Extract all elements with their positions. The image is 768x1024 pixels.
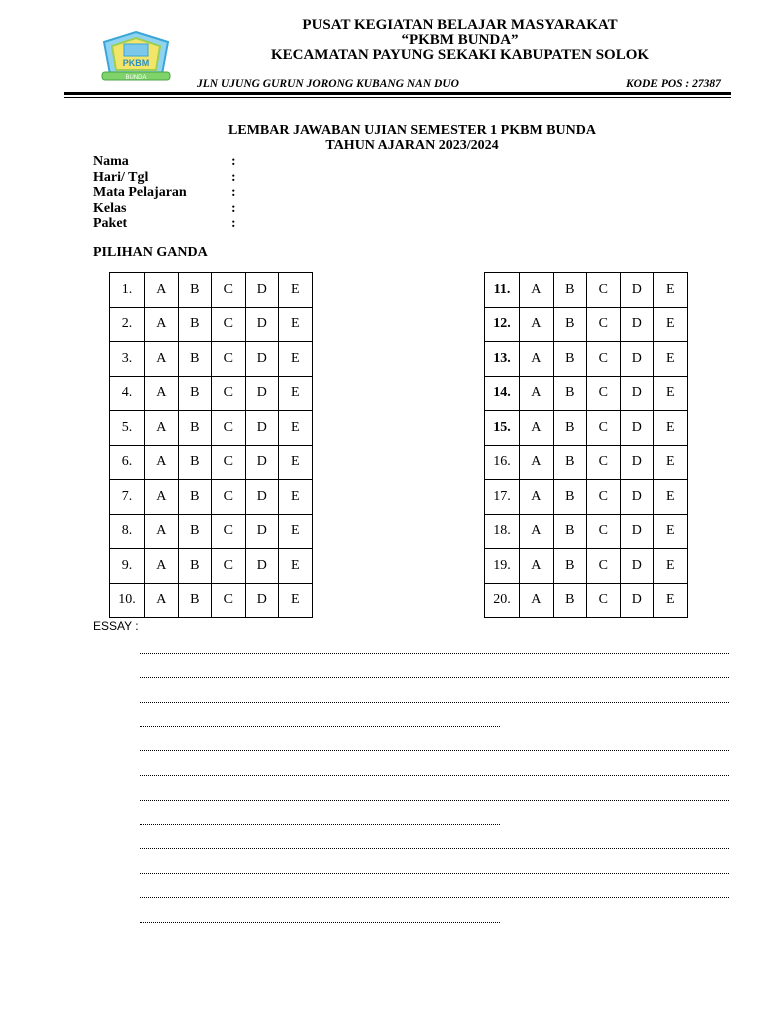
essay-line xyxy=(140,651,729,654)
option-b[interactable]: B xyxy=(178,514,212,549)
answer-row xyxy=(485,376,688,411)
option-a[interactable]: A xyxy=(145,273,179,308)
field-colon: : xyxy=(231,185,236,200)
option-a[interactable]: A xyxy=(145,376,179,411)
option-d[interactable]: D xyxy=(245,273,279,308)
question-number: 16. xyxy=(485,445,520,480)
option-a[interactable]: A xyxy=(145,307,179,342)
option-e[interactable]: E xyxy=(654,411,688,446)
question-number: 19. xyxy=(485,549,520,584)
option-b[interactable]: B xyxy=(553,480,587,515)
field-colon: : xyxy=(231,169,236,185)
svg-text:PKBM: PKBM xyxy=(122,58,150,68)
option-d[interactable]: D xyxy=(620,411,654,446)
essay-line xyxy=(140,846,729,849)
question-number: 10. xyxy=(110,583,145,618)
answer-row xyxy=(110,376,313,411)
question-number: 9. xyxy=(110,549,145,584)
essay-line xyxy=(140,773,729,776)
question-number: 2. xyxy=(110,307,145,342)
question-number: 4. xyxy=(110,376,145,411)
option-a[interactable]: A xyxy=(520,514,554,549)
option-a[interactable]: A xyxy=(145,445,179,480)
answer-row xyxy=(110,307,313,342)
answer-table-left xyxy=(109,272,313,618)
question-number: 1. xyxy=(110,273,145,308)
question-number: 18. xyxy=(485,514,520,549)
option-b[interactable]: B xyxy=(178,445,212,480)
answer-row xyxy=(485,514,688,549)
option-e[interactable]: E xyxy=(279,411,313,446)
question-number: 13. xyxy=(485,342,520,377)
option-c[interactable]: C xyxy=(212,342,246,377)
essay-line xyxy=(140,895,729,898)
option-d[interactable]: D xyxy=(620,583,654,618)
essay-line xyxy=(140,748,729,751)
option-c[interactable]: C xyxy=(212,411,246,446)
question-number: 3. xyxy=(110,342,145,377)
option-a[interactable]: A xyxy=(520,342,554,377)
field-paket xyxy=(93,216,236,232)
question-number: 8. xyxy=(110,514,145,549)
option-c[interactable]: C xyxy=(587,480,621,515)
essay-line xyxy=(140,920,500,923)
option-d[interactable]: D xyxy=(620,514,654,549)
field-label: Nama xyxy=(93,154,129,169)
option-e[interactable]: E xyxy=(279,445,313,480)
field-mata-pelajaran xyxy=(93,185,236,201)
option-d[interactable]: D xyxy=(245,342,279,377)
postcode: KODE POS : 27387 xyxy=(626,78,721,90)
essay-line xyxy=(140,675,729,678)
essay-line xyxy=(140,871,729,874)
option-a[interactable]: A xyxy=(145,480,179,515)
field-label: Kelas xyxy=(93,200,127,216)
field-colon: : xyxy=(231,154,236,169)
option-b[interactable]: B xyxy=(178,583,212,618)
option-a[interactable]: A xyxy=(520,411,554,446)
option-d[interactable]: D xyxy=(245,376,279,411)
option-c[interactable]: C xyxy=(587,411,621,446)
pkbm-logo xyxy=(98,30,174,82)
org-line-3: KECAMATAN PAYUNG SEKAKI KABUPATEN SOLOK xyxy=(270,47,650,63)
option-e[interactable]: E xyxy=(654,480,688,515)
essay-line xyxy=(140,700,729,703)
field-label: Paket xyxy=(93,216,128,231)
option-a[interactable]: A xyxy=(145,583,179,618)
option-c[interactable]: C xyxy=(587,273,621,308)
option-c[interactable]: C xyxy=(212,583,246,618)
option-c[interactable]: C xyxy=(587,514,621,549)
option-b[interactable]: B xyxy=(178,549,212,584)
option-b[interactable]: B xyxy=(553,445,587,480)
option-d[interactable]: D xyxy=(620,445,654,480)
org-line-2: “PKBM BUNDA” xyxy=(401,32,519,48)
option-b[interactable]: B xyxy=(553,342,587,377)
option-b[interactable]: B xyxy=(178,480,212,515)
essay-line xyxy=(140,724,500,727)
answer-row xyxy=(485,583,688,618)
option-a[interactable]: A xyxy=(520,376,554,411)
option-b[interactable]: B xyxy=(553,514,587,549)
question-number: 6. xyxy=(110,445,145,480)
field-colon: : xyxy=(231,216,236,231)
option-b[interactable]: B xyxy=(553,376,587,411)
option-d[interactable]: D xyxy=(245,411,279,446)
option-a[interactable]: A xyxy=(145,549,179,584)
option-b[interactable]: B xyxy=(553,549,587,584)
option-e[interactable]: E xyxy=(654,273,688,308)
field-kelas xyxy=(93,201,236,217)
option-d[interactable]: D xyxy=(245,583,279,618)
header-rule-thick xyxy=(64,92,731,95)
option-e[interactable]: E xyxy=(654,342,688,377)
option-c[interactable]: C xyxy=(212,549,246,584)
option-e[interactable]: E xyxy=(279,514,313,549)
option-a[interactable]: A xyxy=(145,514,179,549)
question-number: 14. xyxy=(485,376,520,411)
option-b[interactable]: B xyxy=(553,411,587,446)
document-subtitle: TAHUN AJARAN 2023/2024 xyxy=(325,138,499,153)
essay-line xyxy=(140,798,729,801)
field-label: Hari/ Tgl xyxy=(93,169,149,185)
header-rule-thin xyxy=(64,97,731,98)
option-d[interactable]: D xyxy=(620,342,654,377)
question-number: 11. xyxy=(485,273,520,308)
answer-row xyxy=(110,342,313,377)
answer-row xyxy=(485,273,688,308)
option-a[interactable]: A xyxy=(145,411,179,446)
option-c[interactable]: C xyxy=(587,445,621,480)
option-e[interactable]: E xyxy=(654,445,688,480)
option-c[interactable]: C xyxy=(587,583,621,618)
answer-row xyxy=(110,445,313,480)
option-d[interactable]: D xyxy=(245,445,279,480)
option-d[interactable]: D xyxy=(620,307,654,342)
answer-row xyxy=(485,445,688,480)
option-d[interactable]: D xyxy=(620,376,654,411)
option-b[interactable]: B xyxy=(178,342,212,377)
field-nama xyxy=(93,154,236,170)
document-title: LEMBAR JAWABAN UJIAN SEMESTER 1 PKBM BUNDA xyxy=(228,123,596,138)
option-e[interactable]: E xyxy=(654,583,688,618)
option-c[interactable]: C xyxy=(587,549,621,584)
option-e[interactable]: E xyxy=(279,342,313,377)
answer-row xyxy=(110,273,313,308)
option-c[interactable]: C xyxy=(587,342,621,377)
option-c[interactable]: C xyxy=(587,376,621,411)
answer-row xyxy=(110,583,313,618)
option-a[interactable]: A xyxy=(520,273,554,308)
option-d[interactable]: D xyxy=(245,307,279,342)
answer-row xyxy=(485,411,688,446)
option-a[interactable]: A xyxy=(520,549,554,584)
option-a[interactable]: A xyxy=(520,583,554,618)
option-c[interactable]: C xyxy=(212,514,246,549)
option-a[interactable]: A xyxy=(145,342,179,377)
option-e[interactable]: E xyxy=(279,583,313,618)
option-d[interactable]: D xyxy=(245,549,279,584)
option-b[interactable]: B xyxy=(178,307,212,342)
answer-row xyxy=(110,549,313,584)
option-d[interactable]: D xyxy=(245,480,279,515)
question-number: 12. xyxy=(485,307,520,342)
option-e[interactable]: E xyxy=(279,376,313,411)
question-number: 15. xyxy=(485,411,520,446)
answer-row xyxy=(485,549,688,584)
option-b[interactable]: B xyxy=(178,376,212,411)
essay-label: ESSAY : xyxy=(93,619,139,633)
option-e[interactable]: E xyxy=(279,480,313,515)
option-e[interactable]: E xyxy=(279,273,313,308)
question-number: 20. xyxy=(485,583,520,618)
option-b[interactable]: B xyxy=(178,411,212,446)
option-c[interactable]: C xyxy=(212,376,246,411)
option-c[interactable]: C xyxy=(212,273,246,308)
option-a[interactable]: A xyxy=(520,480,554,515)
field-label: Mata Pelajaran xyxy=(93,185,187,200)
question-number: 5. xyxy=(110,411,145,446)
svg-text:BUNDA: BUNDA xyxy=(125,75,147,81)
field-colon: : xyxy=(231,200,236,216)
answer-table-right xyxy=(484,272,688,618)
answer-row xyxy=(110,411,313,446)
option-e[interactable]: E xyxy=(654,376,688,411)
field-hari-tgl xyxy=(93,170,236,186)
answer-row xyxy=(485,480,688,515)
option-d[interactable]: D xyxy=(620,549,654,584)
answer-row xyxy=(110,514,313,549)
org-line-1: PUSAT KEGIATAN BELAJAR MASYARAKAT xyxy=(302,17,618,33)
option-b[interactable]: B xyxy=(553,583,587,618)
option-a[interactable]: A xyxy=(520,307,554,342)
option-c[interactable]: C xyxy=(212,480,246,515)
answer-row xyxy=(110,480,313,515)
option-b[interactable]: B xyxy=(553,273,587,308)
option-e[interactable]: E xyxy=(654,514,688,549)
option-c[interactable]: C xyxy=(212,445,246,480)
option-e[interactable]: E xyxy=(279,307,313,342)
address: JLN UJUNG GURUN JORONG KUBANG NAN DUO xyxy=(197,78,459,90)
option-a[interactable]: A xyxy=(520,445,554,480)
question-number: 7. xyxy=(110,480,145,515)
option-d[interactable]: D xyxy=(620,480,654,515)
option-e[interactable]: E xyxy=(279,549,313,584)
option-c[interactable]: C xyxy=(587,307,621,342)
option-e[interactable]: E xyxy=(654,307,688,342)
answer-row xyxy=(485,307,688,342)
question-number: 17. xyxy=(485,480,520,515)
option-b[interactable]: B xyxy=(553,307,587,342)
option-c[interactable]: C xyxy=(212,307,246,342)
option-d[interactable]: D xyxy=(245,514,279,549)
answer-row xyxy=(485,342,688,377)
section-title-multiple-choice: PILIHAN GANDA xyxy=(93,245,208,260)
option-b[interactable]: B xyxy=(178,273,212,308)
option-e[interactable]: E xyxy=(654,549,688,584)
option-d[interactable]: D xyxy=(620,273,654,308)
essay-line xyxy=(140,822,500,825)
